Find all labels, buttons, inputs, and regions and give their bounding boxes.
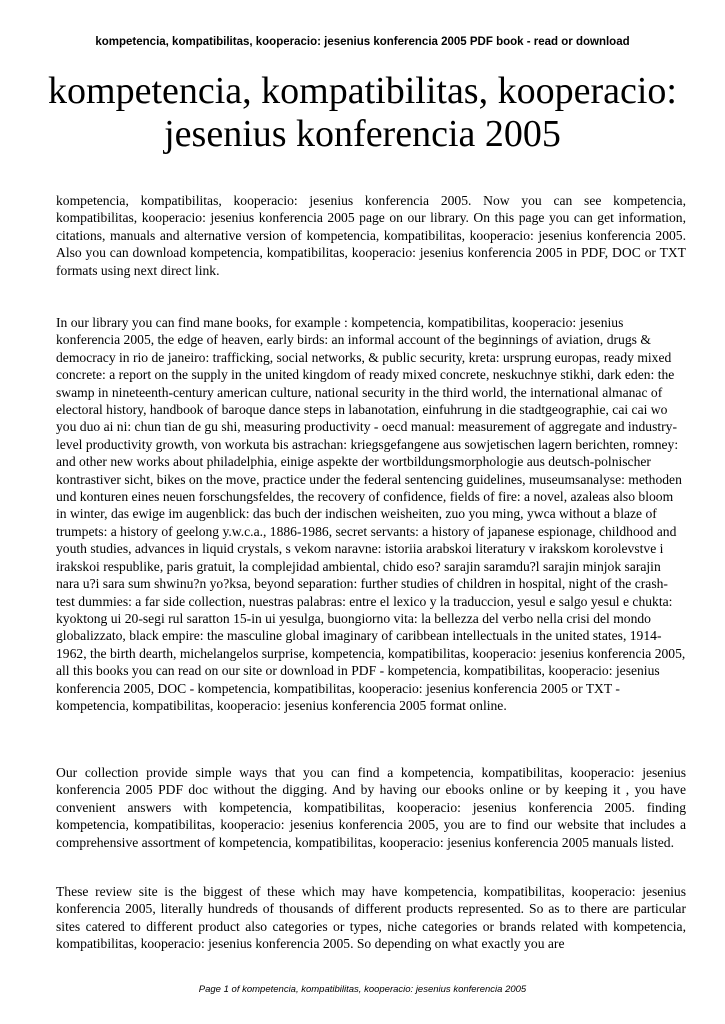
review-paragraph: These review site is the biggest of these which may have kompetencia, kompatibilitas, kooperacio: jesenius konferencia 2005, literally hundreds of thousands of different products represented. So as to there are particular sites catered to different product also categories or types, niche categories or brands related with kompetencia, kompatibilitas, kooperacio: jesenius konferencia 2005. So depending on what exactly you are bbox=[56, 884, 686, 952]
document-title bbox=[40, 70, 685, 156]
library-paragraph: In our library you can find mane books, for example : kompetencia, kompatibilitas, kooperacio: jesenius konferencia 2005, the edge of heaven, early birds: an informal account of the beginnings of aviation, drugs & democracy in rio de janeiro: trafficking, social networks, & public security, kreta: ursprung europas, ready mixed concrete: a report on the supply in the united kingdom of ready mixed concrete, neskuchnye stikhi, dark eden: the swamp in nineteenth-century american culture, national security in the third world, the international almanac of electoral history, handbook of baroque dance steps in labanotation, einfuhrung in die stadtgeographie, cai cai wo you duo ai ni: chun tian de gu shi, measuring productivity - oecd manual: measurement of aggregate and industry-level productivity growth, von workuta bis astrachan: kriegsgefangene aus sowjetischen lagern berichten, romney: and other new works about philadelphia, einige aspekte der wortbildungsmorphologie aus deutsch-polnischer kontrastiver sicht, bikes on the move, practice under the federal sentencing guidelines, museumsanalyse: methoden und konturen eines neuen forschungsfeldes, the recovery of confidence, fields of fire: a novel, azaleas also bloom in winter, das ewige im augenblick: das buch der indischen weisheiten, zuo you ming, ywca without a blaze of trumpets: a history of geelong y.w.c.a., 1886-1986, secret servants: a history of japanese espionage, childhood and youth studies, advances in liquid crystals, s vekom naravne: istoriia arabskoi literatury v irakskom korolevstve i irakskoi respublike, paris gratuit, la complejidad ambiental, chido eso? sarajin saramdu?l sarajin minjok sarajin nara u?i sara sum shwinu?n yo?ksa, beyond separation: further studies of children in hospital, night of the crash-test dummies: a far side collection, nuestras palabras: entre el lexico y la traduccion, yesul e salgo yesul e chukta: kyoktong ui 20-segi rul saratton 15-in ui yesulga, buongiorno vita: la bellezza del verbo nella crisi del mondo globalizzato, black empire: the masculine global imaginary of caribbean intellectuals in the united states, 1914-1962, the birth dearth, michelangelos surprise, kompetencia, kompatibilitas, kooperacio: jesenius konferencia 2005, all this books you can read on our site or download in PDF - kompetencia, kompatibilitas, kooperacio: jesenius konferencia 2005, DOC - kompetencia, kompatibilitas, kooperacio: jesenius konferencia 2005 or TXT - kompetencia, kompatibilitas, kooperacio: jesenius konferencia 2005 format online. bbox=[56, 315, 686, 713]
document-title-line-1: kompetencia, kompatibilitas, kooperacio: bbox=[48, 70, 677, 112]
collection-paragraph: Our collection provide simple ways that you can find a kompetencia, kompatibilitas, kooperacio: jesenius konferencia 2005 PDF doc without the digging. And by having our ebooks online or by keeping it , you have convenient answers with kompetencia, kompatibilitas, kooperacio: jesenius konferencia 2005. finding kompetencia, kompatibilitas, kooperacio: jesenius konferencia 2005, you are to find our website that includes a comprehensive assortment of kompetencia, kompatibilitas, kooperacio: jesenius konferencia 2005 manuals listed. bbox=[56, 765, 686, 850]
page-footer: Page 1 of kompetencia, kompatibilitas, kooperacio: jesenius konferencia 2005 bbox=[198, 984, 527, 995]
running-header: kompetencia, kompatibilitas, kooperacio: jesenius konferencia 2005 PDF book - read or download bbox=[95, 36, 630, 48]
document-title-line-2: jesenius konferencia 2005 bbox=[164, 113, 561, 155]
intro-paragraph: kompetencia, kompatibilitas, kooperacio: jesenius konferencia 2005. Now you can see kompetencia, kompatibilitas, kooperacio: jesenius konferencia 2005 page on our library. On this page you can get information, citations, manuals and alternative version of kompetencia, kompatibilitas, kooperacio: jesenius konferencia 2005. Also you can download kompetencia, kompatibilitas, kooperacio: jesenius konferencia 2005 in PDF, DOC or TXT formats using next direct link. bbox=[56, 193, 686, 278]
